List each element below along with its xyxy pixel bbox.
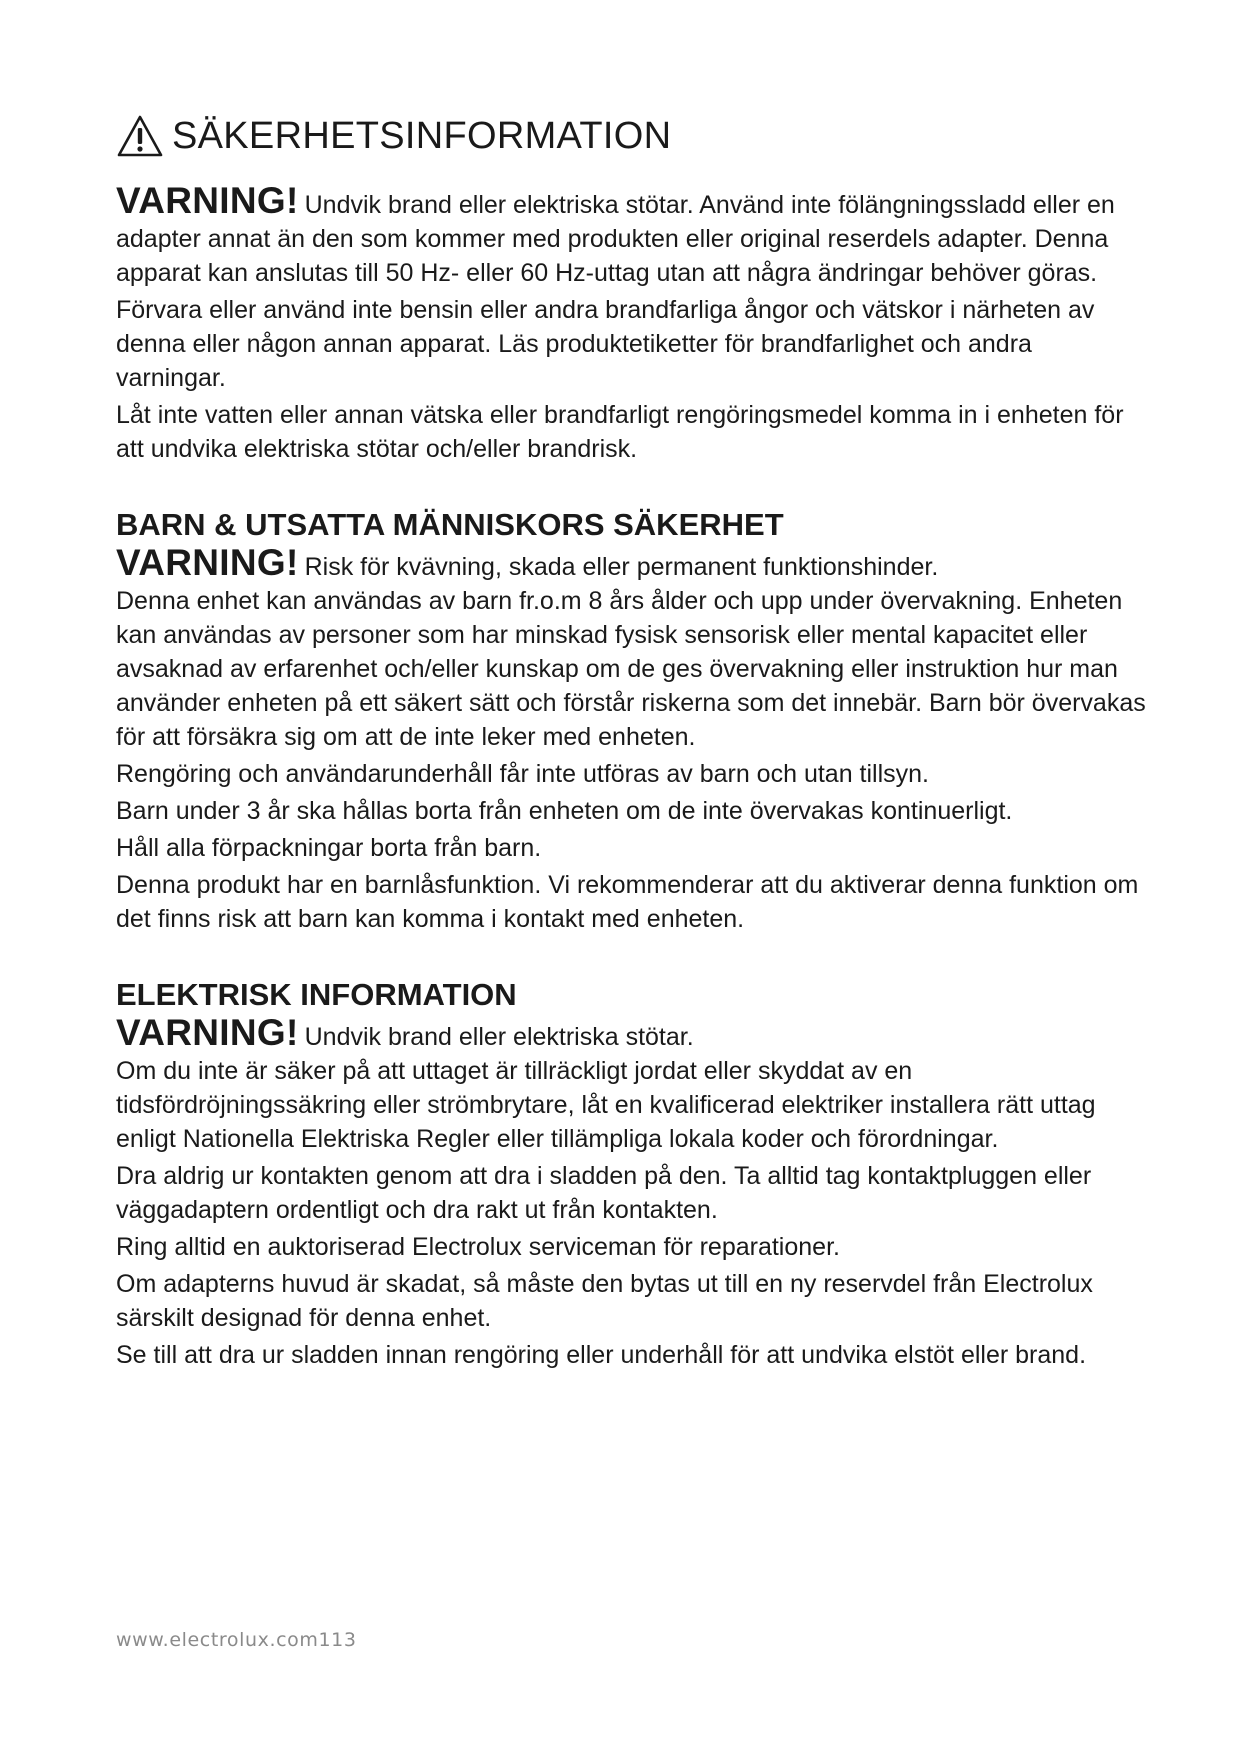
warning-text: Undvik brand eller elektriska stötar.: [304, 1023, 694, 1051]
footer-url: www.electrolux.com113: [116, 1629, 357, 1651]
warning-text: Risk för kvävning, skada eller permanent funktionshinder.: [304, 553, 939, 581]
general-safety-section: [116, 180, 1146, 466]
paragraph: Ring alltid en auktoriserad Electrolux serviceman för reparationer.: [116, 1233, 840, 1261]
paragraph: Denna enhet kan användas av barn fr.o.m 8 års ålder och upp under övervakning. Enheten kan användas av personer som har minskad fysisk sensorisk eller mental kapacitet eller avsaknad av erfarenhet och/eller kunskap om de ges övervakning eller instruktion hur man använder enheten på ett säkert sätt och förstår riskerna som det innebär. Barn bör övervakas för att försäkra sig om att de inte leker med enheten.: [116, 587, 1146, 751]
warning-text: Undvik brand eller elektriska stötar. Använd inte fölängningssladd eller en adapter annat än den som kommer med produkten eller original reserdels adapter. Denna apparat kan anslutas till 50 Hz- eller 60 Hz-uttag utan att några ändringar behöver göras.: [116, 191, 1115, 287]
paragraph: Förvara eller använd inte bensin eller andra brandfarliga ångor och vätskor i närheten av denna eller någon annan apparat. Läs produktetiketter för brandfarlighet och andra varningar.: [116, 296, 1095, 392]
warning-label: VARNING!: [116, 180, 299, 221]
children-safety-section: [116, 506, 1146, 936]
section-heading: ELEKTRISK INFORMATION: [116, 977, 517, 1012]
warning-line: [116, 542, 1146, 584]
warning-label: VARNING!: [116, 542, 299, 583]
warning-triangle-icon: [116, 114, 164, 158]
warning-label: VARNING!: [116, 1012, 299, 1053]
page-content: [116, 108, 1146, 1372]
paragraph: Om adapterns huvud är skadat, så måste den bytas ut till en ny reservdel från Electrolux särskilt designad för denna enhet.: [116, 1270, 1093, 1332]
paragraph: Om du inte är säker på att uttaget är tillräckligt jordat eller skyddat av en tidsfördröjningssäkring eller strömbrytare, låt en kvalificerad elektriker installera rätt uttag enligt Nationella Elektriska Regler eller tillämpliga lokala koder och förordningar.: [116, 1057, 1096, 1153]
paragraph: Denna produkt har en barnlåsfunktion. Vi rekommenderar att du aktiverar denna funktion om det finns risk att barn kan komma i kontakt med enheten.: [116, 871, 1139, 933]
warning-line: [116, 1012, 1146, 1054]
paragraph: Rengöring och användarunderhåll får inte utföras av barn och utan tillsyn.: [116, 760, 930, 788]
section-heading: BARN & UTSATTA MÄNNISKORS SÄKERHET: [116, 507, 784, 542]
paragraph: Barn under 3 år ska hållas borta från enheten om de inte övervakas kontinuerligt.: [116, 797, 1013, 825]
electrical-safety-section: [116, 976, 1146, 1372]
paragraph: Håll alla förpackningar borta från barn.: [116, 834, 542, 862]
title-row: [116, 108, 1146, 164]
paragraph: Se till att dra ur sladden innan rengöring eller underhåll för att undvika elstöt eller brand.: [116, 1341, 1087, 1369]
paragraph: Dra aldrig ur kontakten genom att dra i sladden på den. Ta alltid tag kontaktpluggen eller väggadaptern ordentligt och dra rakt ut från kontakten.: [116, 1162, 1092, 1224]
paragraph: Låt inte vatten eller annan vätska eller brandfarligt rengöringsmedel komma in i enheten för att undvika elektriska stötar och/eller brandrisk.: [116, 401, 1124, 463]
warning-line: [116, 180, 1146, 290]
page-title: SÄKERHETSINFORMATION: [172, 114, 672, 157]
